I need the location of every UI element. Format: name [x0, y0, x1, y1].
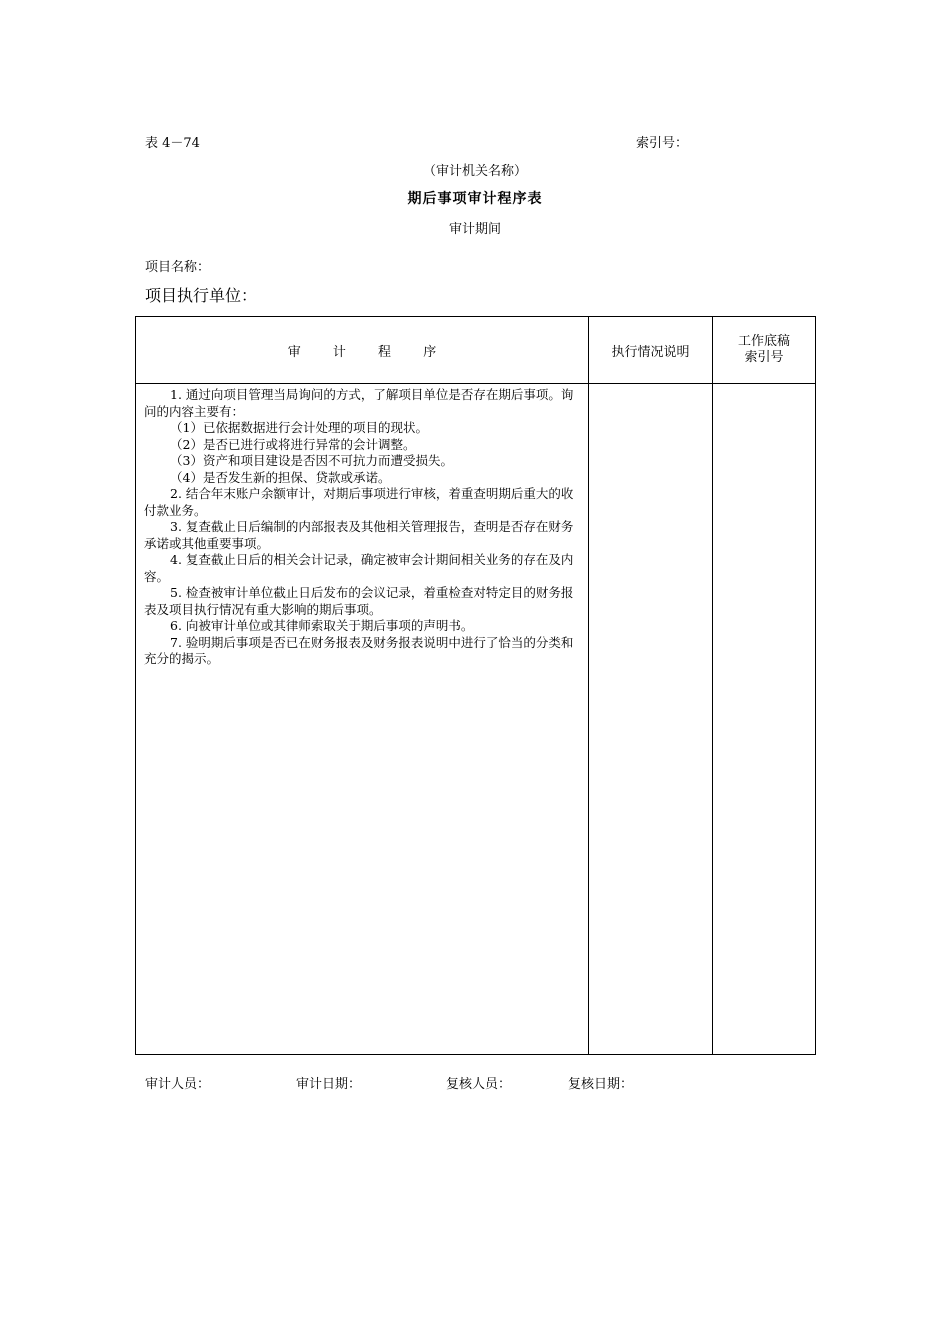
header-procedure-label: 审 计 程 序 — [287, 344, 451, 360]
header-index-line2: 索引号 — [744, 350, 784, 365]
header-procedure — [136, 317, 589, 384]
procedure-item: （2）是否已进行或将进行异常的会计调整。 — [170, 436, 416, 452]
table-header-row — [136, 317, 816, 384]
procedure-item: 3. 复查截止日后编制的内部报表及其他相关管理报告，查明是否存在财务承诺或其他重要事项。 — [144, 519, 574, 551]
reviewer-label: 复核人员： — [446, 1077, 512, 1092]
auditor-label: 审计人员： — [145, 1077, 211, 1092]
review-date-label: 复核日期： — [568, 1077, 634, 1092]
header-execution-label: 执行情况说明 — [611, 344, 690, 360]
audit-procedure-table — [135, 316, 816, 1055]
table-number: 表 4－74 — [145, 136, 200, 151]
procedure-item: （3）资产和项目建设是否因不可抗力而遭受损失。 — [170, 453, 453, 468]
procedure-item: （4）是否发生新的担保、贷款或承诺。 — [170, 469, 391, 485]
execution-cell[interactable] — [589, 384, 713, 1055]
procedure-list — [136, 384, 588, 668]
header-index — [713, 317, 816, 384]
audit-date-label: 审计日期： — [296, 1077, 362, 1092]
procedure-item: 6. 向被审计单位或其律师索取关于期后事项的声明书。 — [170, 618, 474, 633]
audit-org-name: （审计机关名称） — [422, 164, 527, 179]
index-cell[interactable] — [713, 384, 816, 1055]
procedure-item: 7. 验明期后事项是否已在财务报表及财务报表说明中进行了恰当的分类和充分的揭示。 — [144, 634, 574, 666]
procedure-cell — [136, 384, 589, 1055]
procedure-item: 1. 通过向项目管理当局询问的方式，了解项目单位是否存在期后事项。询问的内容主要有： — [144, 387, 574, 419]
project-unit-label: 项目执行单位： — [145, 286, 258, 305]
procedure-item: 4. 复查截止日后的相关会计记录，确定被审会计期间相关业务的存在及内容。 — [144, 552, 574, 584]
procedure-item: （1）已依据数据进行会计处理的项目的现状。 — [170, 420, 428, 435]
index-number-label: 索引号： — [636, 136, 689, 151]
header-execution — [589, 317, 713, 384]
header-index-line1: 工作底稿 — [737, 334, 790, 349]
page-title: 期后事项审计程序表 — [407, 191, 543, 207]
audit-period: 审计期间 — [448, 222, 501, 237]
project-name-label: 项目名称： — [145, 260, 211, 275]
procedure-item: 5. 检查被审计单位截止日后发布的会议记录，着重检查对特定目的财务报表及项目执行情况有重大影响的期后事项。 — [144, 585, 574, 617]
procedure-item: 2. 结合年末账户余额审计，对期后事项进行审核，着重查明期后重大的收付款业务。 — [144, 486, 574, 518]
table-body-row — [136, 384, 816, 1055]
